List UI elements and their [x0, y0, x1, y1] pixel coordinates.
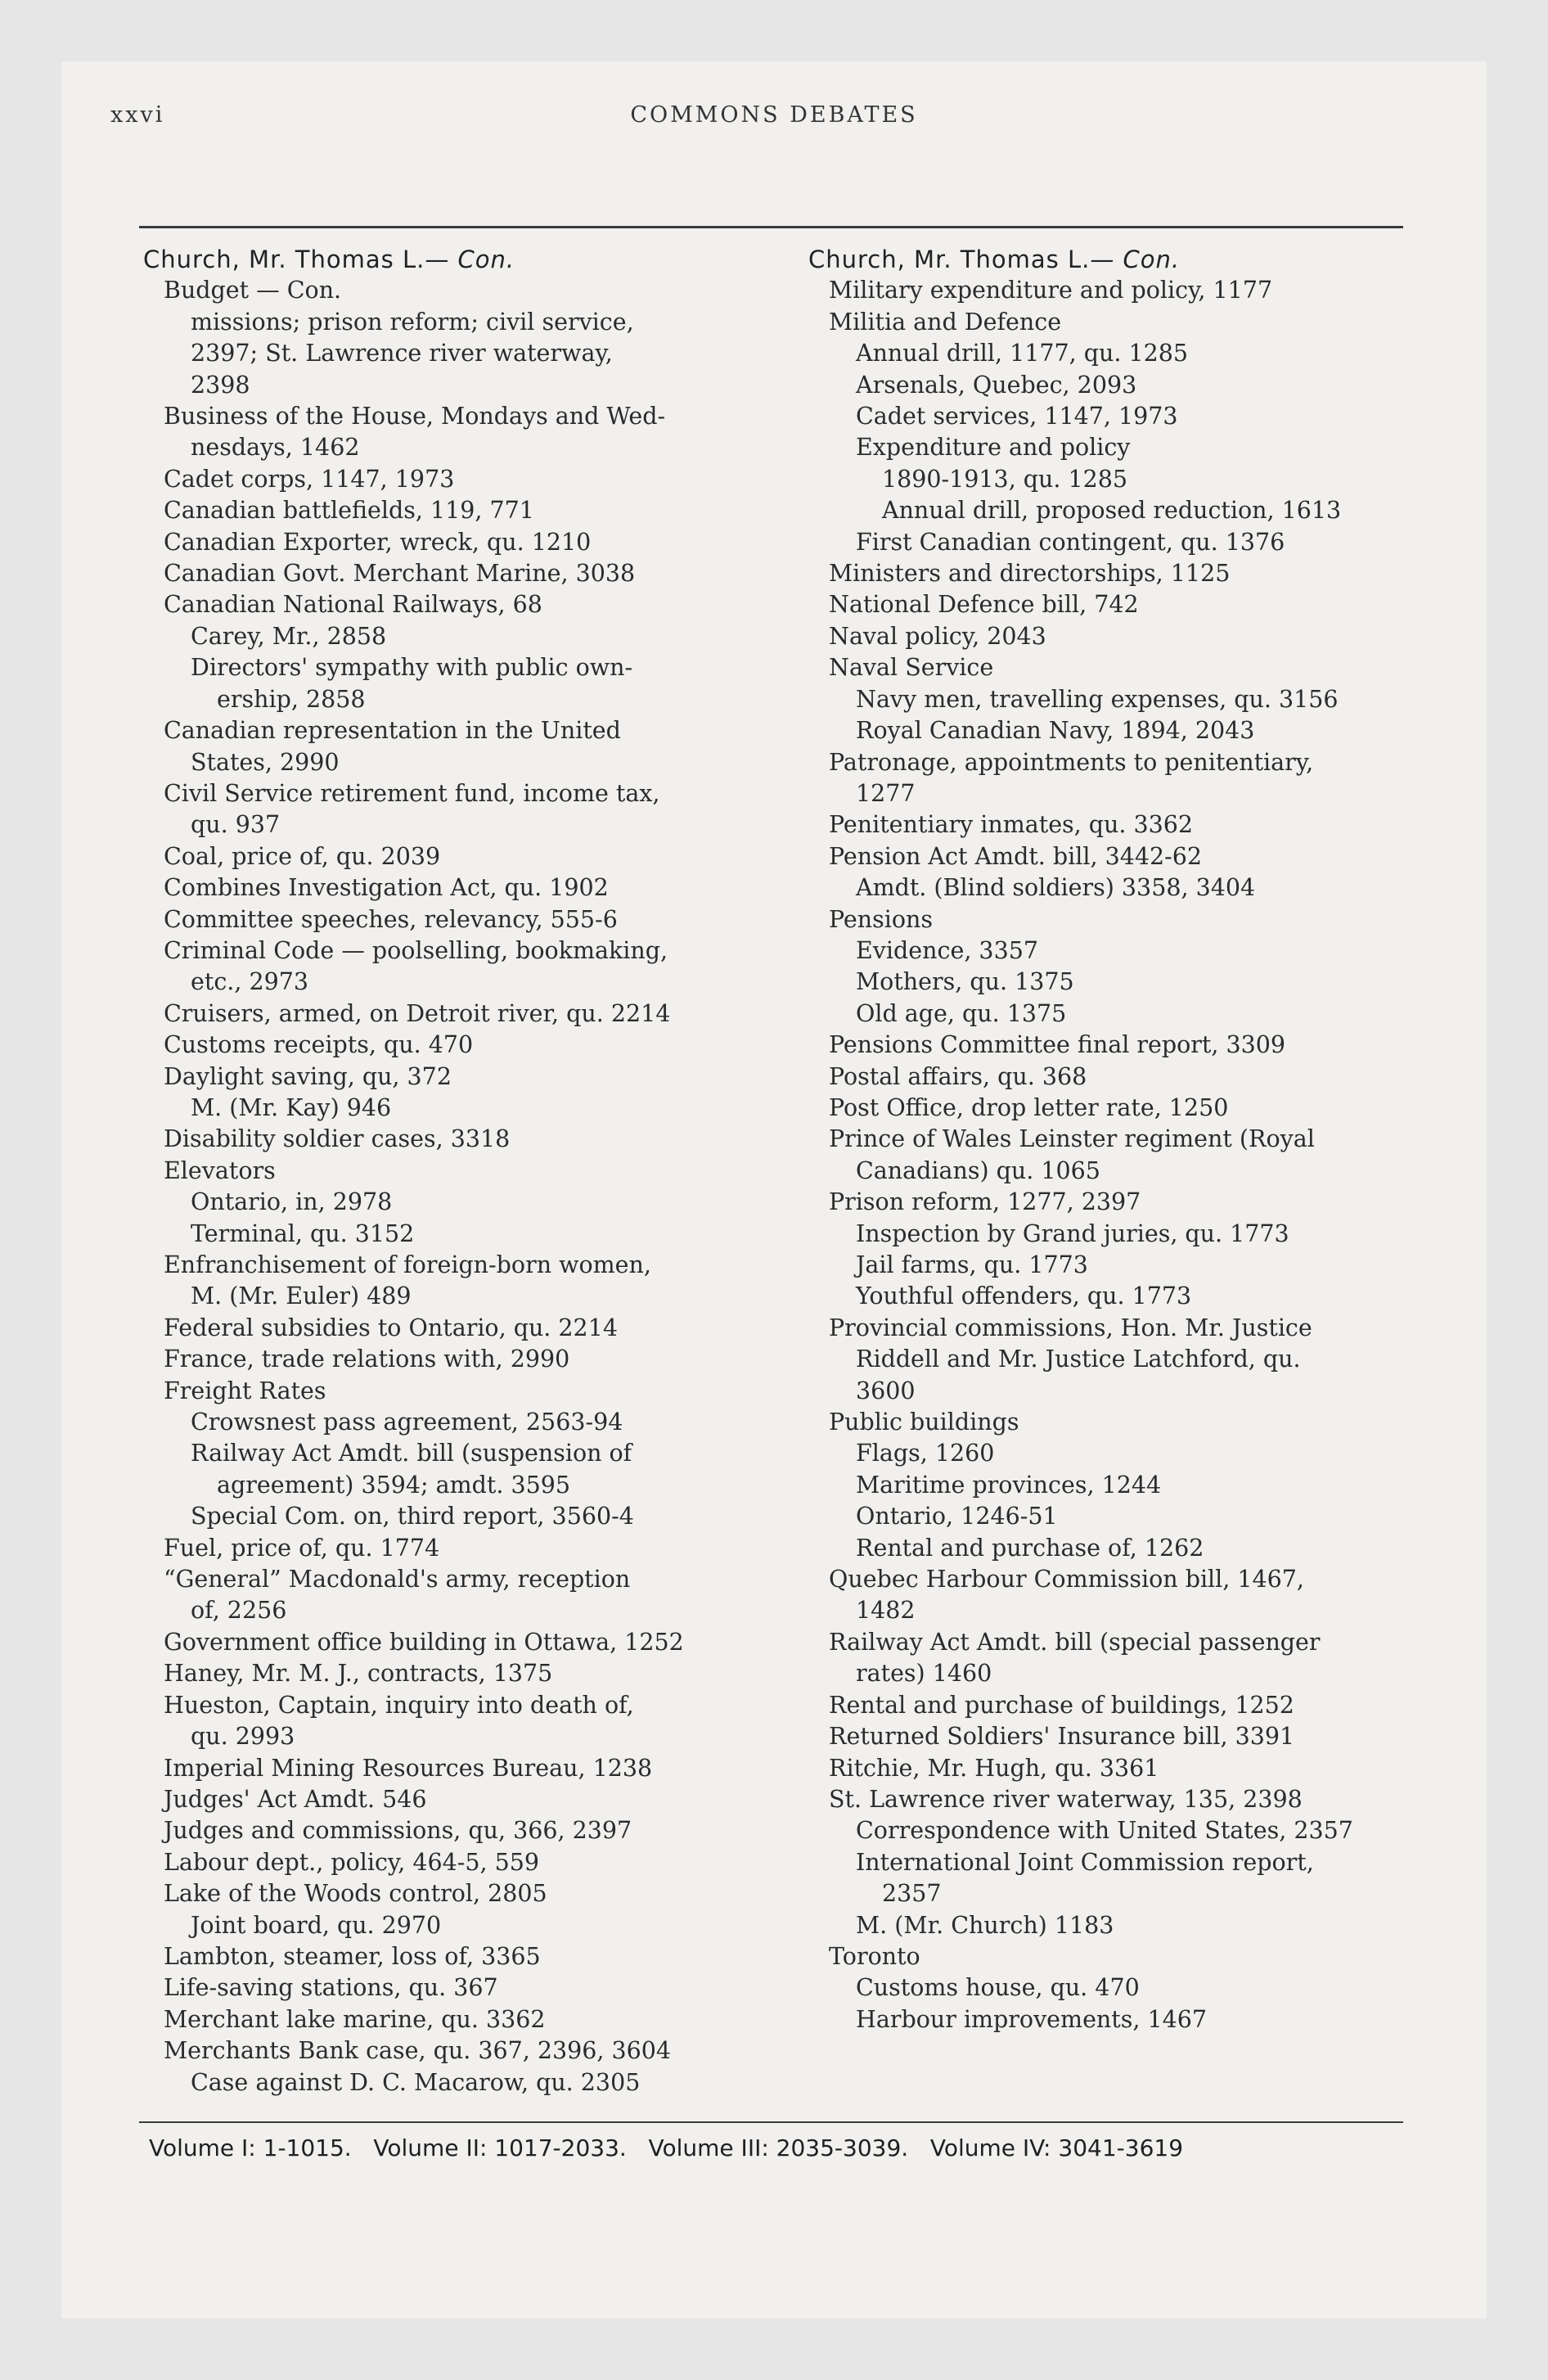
- index-entry: First Canadian contingent, qu. 1376: [856, 528, 1285, 556]
- index-entry: Merchant lake marine, qu. 3362: [164, 2005, 546, 2033]
- index-entry: Riddell and Mr. Justice Latchford, qu.: [856, 1346, 1301, 1373]
- footer-rule: [139, 2121, 1403, 2123]
- index-entry: Civil Service retirement fund, income tax,: [164, 779, 660, 807]
- index-entry: Expenditure and policy: [856, 434, 1131, 462]
- index-entry: Pensions Committee final report, 3309: [829, 1031, 1286, 1059]
- index-entry: Government office building in Ottawa, 1252: [164, 1628, 684, 1656]
- index-entry: M. (Mr. Church) 1183: [856, 1911, 1114, 1939]
- index-entry: Public buildings: [829, 1409, 1019, 1436]
- index-entry: Jail farms, qu. 1773: [856, 1251, 1088, 1278]
- index-entry: 2398: [191, 371, 250, 399]
- index-entry: M. (Mr. Euler) 489: [191, 1282, 412, 1310]
- page-header: [110, 102, 1438, 151]
- index-entry: Budget — Con.: [164, 277, 342, 304]
- index-entry: Criminal Code — poolselling, bookmaking,: [164, 936, 668, 964]
- index-entry: Rental and purchase of, 1262: [856, 1534, 1204, 1562]
- index-entry: Terminal, qu. 3152: [191, 1219, 415, 1247]
- index-entry: qu. 937: [191, 811, 281, 839]
- index-entry: qu. 2993: [191, 1723, 295, 1751]
- index-entry: Cruisers, armed, on Detroit river, qu. 2214: [164, 999, 671, 1027]
- index-entry: Returned Soldiers' Insurance bill, 3391: [829, 1723, 1295, 1751]
- index-entry: Navy men, travelling expenses, qu. 3156: [856, 685, 1339, 713]
- index-entry: Labour dept., policy, 464-5, 559: [164, 1848, 540, 1876]
- index-entry: Mothers, qu. 1375: [856, 968, 1074, 996]
- right-column: [808, 244, 1414, 2035]
- index-entry: “General” Macdonald's army, reception: [164, 1566, 631, 1593]
- index-entry: Customs house, qu. 470: [856, 1974, 1140, 2002]
- index-entry: Business of the House, Mondays and Wed-: [164, 403, 666, 430]
- index-entry: Enfranchisement of foreign-born women,: [164, 1251, 651, 1278]
- running-head: COMMONS DEBATES: [630, 102, 918, 128]
- index-entry: Toronto: [829, 1942, 920, 1970]
- index-entry: Combines Investigation Act, qu. 1902: [164, 874, 609, 902]
- index-entry: Lake of the Woods control, 2805: [164, 1880, 547, 1908]
- index-entry: Crowsnest pass agreement, 2563-94: [191, 1409, 623, 1436]
- index-entry: France, trade relations with, 2990: [164, 1346, 570, 1373]
- index-entry: Correspondence with United States, 2357: [856, 1817, 1353, 1845]
- index-entry: Patronage, appointments to penitentiary,: [829, 748, 1314, 776]
- index-entry: Customs receipts, qu. 470: [164, 1031, 474, 1059]
- index-entry: Youthful offenders, qu. 1773: [856, 1282, 1192, 1310]
- index-entry: 1482: [856, 1597, 916, 1625]
- index-entry: agreement) 3594; amdt. 3595: [217, 1471, 571, 1499]
- index-entry: Canadians) qu. 1065: [856, 1156, 1100, 1184]
- index-entry: etc., 2973: [191, 968, 308, 996]
- index-entry: Life-saving stations, qu. 367: [164, 1974, 498, 2002]
- index-entry: Freight Rates: [164, 1377, 326, 1404]
- index-entry: International Joint Commission report,: [856, 1848, 1314, 1876]
- left-column-heading: [143, 244, 749, 275]
- heading-name: Church, Mr. Thomas L.: [808, 246, 1091, 273]
- index-entry: Elevators: [164, 1156, 276, 1184]
- index-entry: Canadian National Railways, 68: [164, 591, 542, 619]
- index-entry: Daylight saving, qu, 372: [164, 1062, 452, 1090]
- index-entry: nesdays, 1462: [191, 434, 360, 462]
- index-entry: Naval Service: [829, 654, 994, 682]
- index-entry: 1890-1913, qu. 1285: [882, 465, 1128, 493]
- index-entry: 1277: [856, 779, 916, 807]
- index-entry: Naval policy, 2043: [829, 622, 1046, 650]
- index-entry: Militia and Defence: [829, 308, 1062, 336]
- index-entry: of, 2256: [191, 1597, 287, 1625]
- index-entry: Railway Act Amdt. bill (suspension of: [191, 1440, 632, 1467]
- index-entry: Hueston, Captain, inquiry into death of,: [164, 1691, 634, 1719]
- index-entry: Canadian Exporter, wreck, qu. 1210: [164, 528, 592, 556]
- index-entry: Post Office, drop letter rate, 1250: [829, 1093, 1229, 1121]
- index-entry: Annual drill, 1177, qu. 1285: [856, 340, 1189, 367]
- index-entry: Rental and purchase of buildings, 1252: [829, 1691, 1294, 1719]
- right-entry-list: [808, 275, 1414, 2035]
- index-entry: missions; prison reform; civil service,: [191, 308, 634, 336]
- index-entry: Quebec Harbour Commission bill, 1467,: [829, 1566, 1304, 1593]
- index-entry: M. (Mr. Kay) 946: [191, 1093, 392, 1121]
- page-number: xxvi: [110, 102, 165, 128]
- index-entry: 3600: [856, 1377, 916, 1404]
- index-entry: Ministers and directorships, 1125: [829, 560, 1231, 588]
- index-entry: Ritchie, Mr. Hugh, qu. 3361: [829, 1754, 1159, 1782]
- index-entry: National Defence bill, 742: [829, 591, 1139, 619]
- heading-continued: — Con.: [1090, 246, 1181, 273]
- index-entry: Haney, Mr. M. J., contracts, 1375: [164, 1660, 553, 1688]
- index-entry: Old age, qu. 1375: [856, 999, 1067, 1027]
- index-entry: 2357: [882, 1880, 942, 1908]
- heading-name: Church, Mr. Thomas L.: [143, 246, 425, 273]
- index-entry: Military expenditure and policy, 1177: [829, 277, 1273, 304]
- index-entry: Canadian battlefields, 119, 771: [164, 497, 534, 525]
- index-entry: Canadian Govt. Merchant Marine, 3038: [164, 560, 636, 588]
- index-entry: Special Com. on, third report, 3560-4: [191, 1503, 634, 1530]
- index-entry: Ontario, in, 2978: [191, 1188, 393, 1216]
- index-entry: Provincial commissions, Hon. Mr. Justice: [829, 1314, 1312, 1341]
- index-entry: Fuel, price of, qu. 1774: [164, 1534, 440, 1562]
- index-entry: Maritime provinces, 1244: [856, 1471, 1162, 1499]
- index-entry: rates) 1460: [856, 1660, 992, 1688]
- right-column-heading: [808, 244, 1414, 275]
- volume-footer: Volume I: 1-1015. Volume II: 1017-2033. Volume III: 2035-3039. Volume IV: 3041-3619: [149, 2134, 1184, 2161]
- index-entry: Carey, Mr., 2858: [191, 622, 387, 650]
- heading-continued: — Con.: [425, 246, 515, 273]
- index-entry: Case against D. C. Macarow, qu. 2305: [191, 2068, 641, 2096]
- index-entry: Pension Act Amdt. bill, 3442-62: [829, 842, 1203, 870]
- index-entry: Inspection by Grand juries, qu. 1773: [856, 1219, 1289, 1247]
- index-entry: Pensions: [829, 905, 933, 933]
- index-entry: Postal affairs, qu. 368: [829, 1062, 1087, 1090]
- index-entry: States, 2990: [191, 748, 340, 776]
- index-entry: Joint board, qu. 2970: [191, 1911, 442, 1939]
- index-entry: St. Lawrence river waterway, 135, 2398: [829, 1785, 1303, 1813]
- index-entry: Ontario, 1246-51: [856, 1503, 1058, 1530]
- index-entry: Disability soldier cases, 3318: [164, 1125, 511, 1153]
- index-entry: Prince of Wales Leinster regiment (Royal: [829, 1125, 1315, 1153]
- index-entry: Canadian representation in the United: [164, 717, 621, 745]
- index-entry: Cadet corps, 1147, 1973: [164, 465, 455, 493]
- index-entry: 2397; St. Lawrence river waterway,: [191, 340, 613, 367]
- index-entry: Imperial Mining Resources Bureau, 1238: [164, 1754, 653, 1782]
- index-entry: Committee speeches, relevancy, 555-6: [164, 905, 618, 933]
- index-entry: Coal, price of, qu. 2039: [164, 842, 441, 870]
- index-entry: Federal subsidies to Ontario, qu. 2214: [164, 1314, 618, 1341]
- header-rule: [139, 226, 1403, 228]
- index-entry: Evidence, 3357: [856, 936, 1038, 964]
- index-entry: Penitentiary inmates, qu. 3362: [829, 811, 1194, 839]
- index-entry: Railway Act Amdt. bill (special passenger: [829, 1628, 1321, 1656]
- index-entry: Judges and commissions, qu, 366, 2397: [164, 1817, 632, 1845]
- index-entry: Cadet services, 1147, 1973: [856, 403, 1178, 430]
- index-entry: Harbour improvements, 1467: [856, 2005, 1208, 2033]
- index-entry: Arsenals, Quebec, 2093: [856, 371, 1137, 399]
- index-entry: Directors' sympathy with public own-: [191, 654, 633, 682]
- index-entry: Prison reform, 1277, 2397: [829, 1188, 1141, 1216]
- index-entry: Flags, 1260: [856, 1440, 995, 1467]
- index-entry: Lambton, steamer, loss of, 3365: [164, 1942, 541, 1970]
- index-entry: Annual drill, proposed reduction, 1613: [882, 497, 1342, 525]
- left-entry-list: [143, 275, 749, 2098]
- index-entry: ership, 2858: [217, 685, 366, 713]
- index-entry: Judges' Act Amdt. 546: [164, 1785, 427, 1813]
- index-entry: Royal Canadian Navy, 1894, 2043: [856, 717, 1255, 745]
- index-entry: Amdt. (Blind soldiers) 3358, 3404: [856, 874, 1256, 902]
- left-column: [143, 244, 749, 2098]
- index-entry: Merchants Bank case, qu. 367, 2396, 3604: [164, 2037, 672, 2065]
